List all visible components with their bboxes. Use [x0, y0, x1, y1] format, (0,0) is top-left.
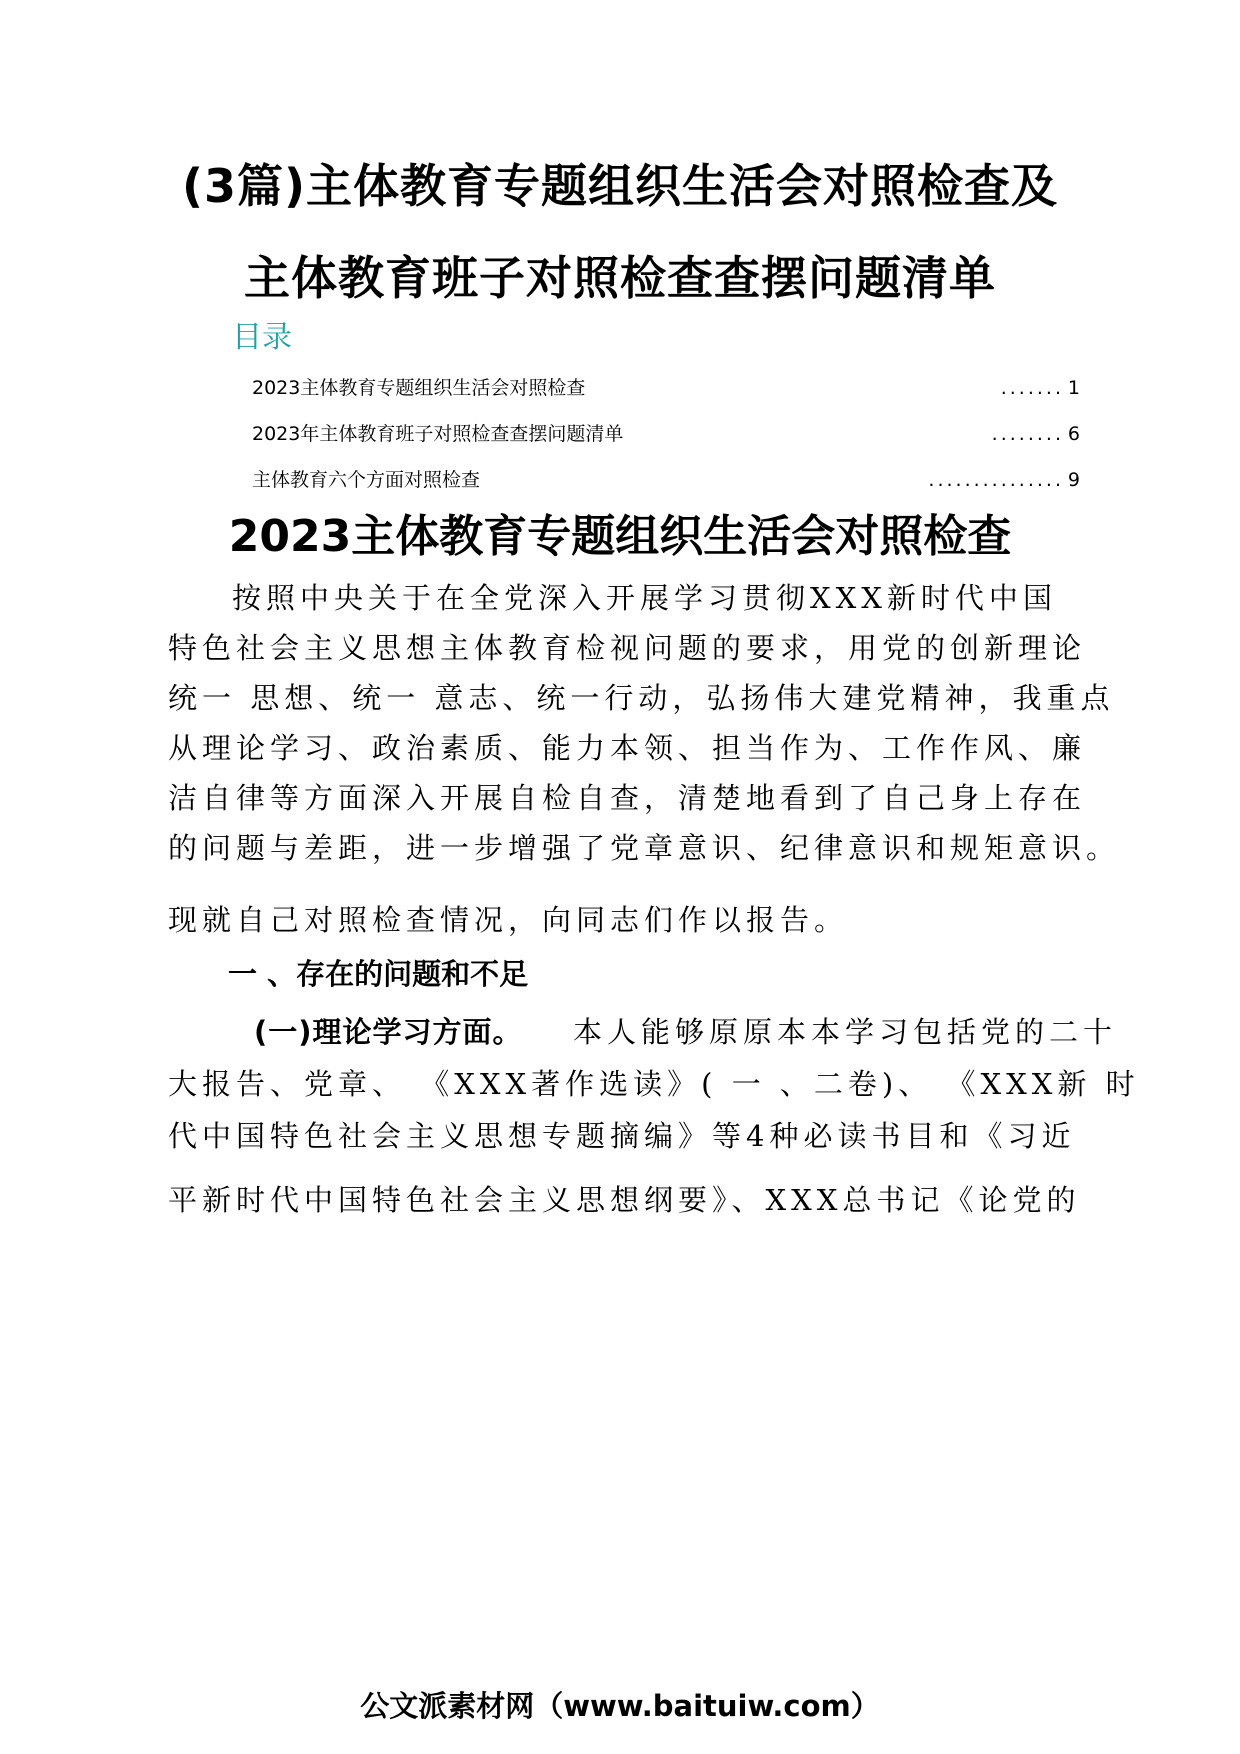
toc-heading: 目录	[232, 320, 292, 355]
toc-entry[interactable]	[252, 373, 1080, 403]
paragraph-line: 的问题与差距，进一步增强了党章意识、纪律意识和规矩意识。	[168, 831, 1121, 865]
section-heading: 一 、存在的问题和不足	[228, 957, 529, 991]
section-title: 2023主体教育专题组织生活会对照检查	[228, 511, 1012, 562]
paragraph-line: 特色社会主义思想主体教育检视问题的要求，用党的创新理论	[168, 631, 1087, 665]
paragraph-line: 从理论学习、政治素质、能力本领、担当作为、工作作风、廉	[168, 731, 1087, 765]
paragraph-line: 代中国特色社会主义思想专题摘编》等4种必读书目和《习近	[168, 1119, 1076, 1153]
toc-entry[interactable]	[252, 465, 1080, 495]
toc-dot-leader: .......	[1000, 377, 1064, 399]
toc-dot-leader: ........	[991, 423, 1064, 445]
paragraph-line	[254, 1012, 1117, 1052]
document-title-line-2: 主体教育班子对照检查查摆问题清单	[244, 251, 996, 305]
toc-entry-text: 2023年主体教育班子对照检查查摆问题清单	[252, 423, 624, 445]
paragraph-line: 大报告、党章、 《XXX著作选读》( 一 、二卷)、 《XXX新 时	[168, 1067, 1140, 1101]
paragraph-line: 按照中央关于在全党深入开展学习贯彻XXX新时代中国	[232, 581, 1057, 615]
paragraph-line: 统一 思想、统一 意志、统一行动，弘扬伟大建党精神，我重点	[168, 681, 1115, 715]
paragraph-text: 本人能够原原本本学习包括党的二十	[572, 1015, 1117, 1049]
toc-page-number: 6	[1067, 423, 1080, 445]
paragraph-line: 平新时代中国特色社会主义思想纲要》、XXX总书记《论党的	[168, 1183, 1081, 1217]
toc-page-number: 9	[1067, 469, 1080, 491]
toc-page-number: 1	[1067, 377, 1080, 399]
toc-entry-text: 2023主体教育专题组织生活会对照检查	[252, 377, 586, 399]
toc-dot-leader: ...............	[928, 469, 1064, 491]
toc-entry-text: 主体教育六个方面对照检查	[252, 469, 481, 491]
subsection-heading: (一)理论学习方面。	[254, 1015, 523, 1049]
toc-entry[interactable]	[252, 419, 1080, 449]
document-title-line-1: (3篇)主体教育专题组织生活会对照检查及	[181, 159, 1059, 213]
footer-watermark: 公文派素材网（www.baituiw.com）	[360, 1689, 880, 1723]
paragraph-line: 洁自律等方面深入开展自检自查，清楚地看到了自己身上存在	[168, 781, 1087, 815]
paragraph-line: 现就自己对照检查情况，向同志们作以报告。	[168, 903, 849, 937]
